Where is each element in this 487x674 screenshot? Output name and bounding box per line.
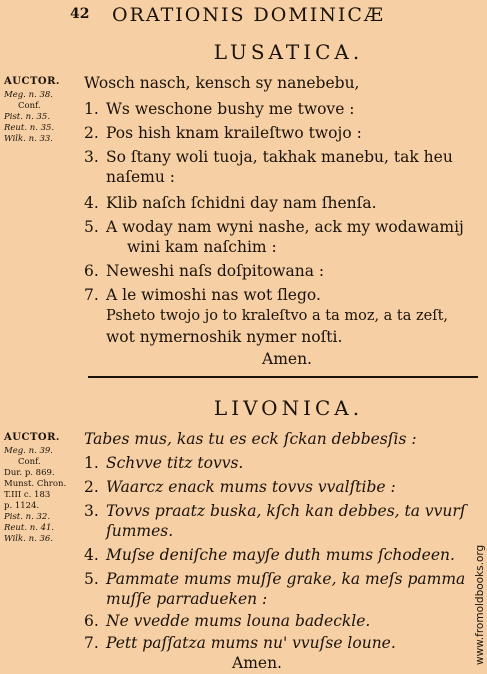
prayer-verse: 5. Pammate mums muſſe grake, ka meſs pamma: [84, 570, 466, 588]
ref-item: Wilk. n. 33.: [4, 134, 53, 144]
ref-item: Conf.: [18, 457, 41, 467]
section-title-livonica: LIVONICA.: [213, 396, 364, 420]
prayer-verse: 1. Schvve titz tovvs.: [84, 454, 244, 472]
prayer-verse: 3. Tovvs praatz buska, kſch kan debbes, ta vvurſ: [84, 502, 466, 520]
ref-item: Reut. n. 35.: [4, 123, 55, 133]
ref-item: Pist. n. 32.: [4, 512, 51, 522]
auctor-label: AUCTOR.: [4, 76, 60, 87]
ref-item: Munst. Chron.: [4, 479, 67, 489]
ref-item: Conf.: [18, 101, 41, 111]
prayer-line: ſummes.: [106, 522, 174, 540]
prayer-verse: 7. Pett paſſatza mums nu' vvuſse loune.: [84, 634, 396, 652]
ref-item: Dur. p. 869.: [4, 468, 55, 478]
prayer-line: Psheto twojo jo to kraleſtvo a ta moz, a ta zeſt,: [106, 308, 449, 324]
ref-item: Wilk. n. 36.: [4, 534, 53, 544]
prayer-verse: 2. Pos hish knam kraileſtwo twojo :: [84, 124, 362, 142]
prayer-verse: 6. Ne vvedde mums louna badeckle.: [84, 612, 371, 630]
ref-item: Meg. n. 38.: [4, 90, 53, 100]
running-title: ORATIONIS DOMINICÆ: [112, 4, 385, 26]
prayer-line: wot nymernoshik nymer noſti.: [106, 328, 343, 346]
prayer-verse: 3. So ſtany woli tuoja, takhak manebu, tak heu: [84, 148, 453, 166]
prayer-verse: 7. A le wimoshi nas wot ſlego.: [84, 286, 321, 304]
ref-item: Pist. n. 35.: [4, 112, 51, 122]
ref-item: T.III c. 183: [4, 490, 51, 500]
prayer-verse: 1. Ws weschone bushy me twove :: [84, 100, 355, 118]
prayer-verse: 5. A woday nam wyni nashe, ack my wodawamij: [84, 218, 464, 236]
prayer-verse: 4. Klib naſch ſchidni day nam ſhenſa.: [84, 194, 377, 212]
ref-item: p. 1124.: [4, 501, 40, 511]
auctor-label: AUCTOR.: [4, 432, 60, 443]
prayer-line: Tabes mus, kas tu es eck ſckan debbesſis :: [84, 430, 417, 448]
amen: Amen.: [262, 350, 312, 368]
section-divider: [88, 376, 478, 378]
prayer-verse: 6. Neweshi naſs doſpitowana :: [84, 262, 325, 280]
page-number: 42: [70, 6, 90, 22]
source-references: [4, 90, 54, 145]
prayer-line: Wosch nasch, kensch sy nanebebu,: [84, 74, 360, 92]
watermark: www.fromoldbooks.org: [474, 544, 486, 665]
prayer-line: muſſe parradueken :: [106, 590, 268, 608]
running-header: [0, 4, 487, 26]
prayer-verse: 4. Muſse deniſche mayſe duth mums ſchodeen.: [84, 546, 455, 564]
ref-item: Meg. n. 39.: [4, 446, 53, 456]
prayer-line: wini kam naſchim :: [127, 238, 277, 256]
source-references: [4, 446, 66, 545]
prayer-line: naſemu :: [106, 168, 175, 186]
amen: Amen.: [232, 654, 282, 672]
prayer-verse: 2. Waarcz enack mums tovvs vvalſtibe :: [84, 478, 396, 496]
section-title-lusatica: LUSATICA.: [213, 40, 364, 64]
ref-item: Reut. n. 41.: [4, 523, 55, 533]
